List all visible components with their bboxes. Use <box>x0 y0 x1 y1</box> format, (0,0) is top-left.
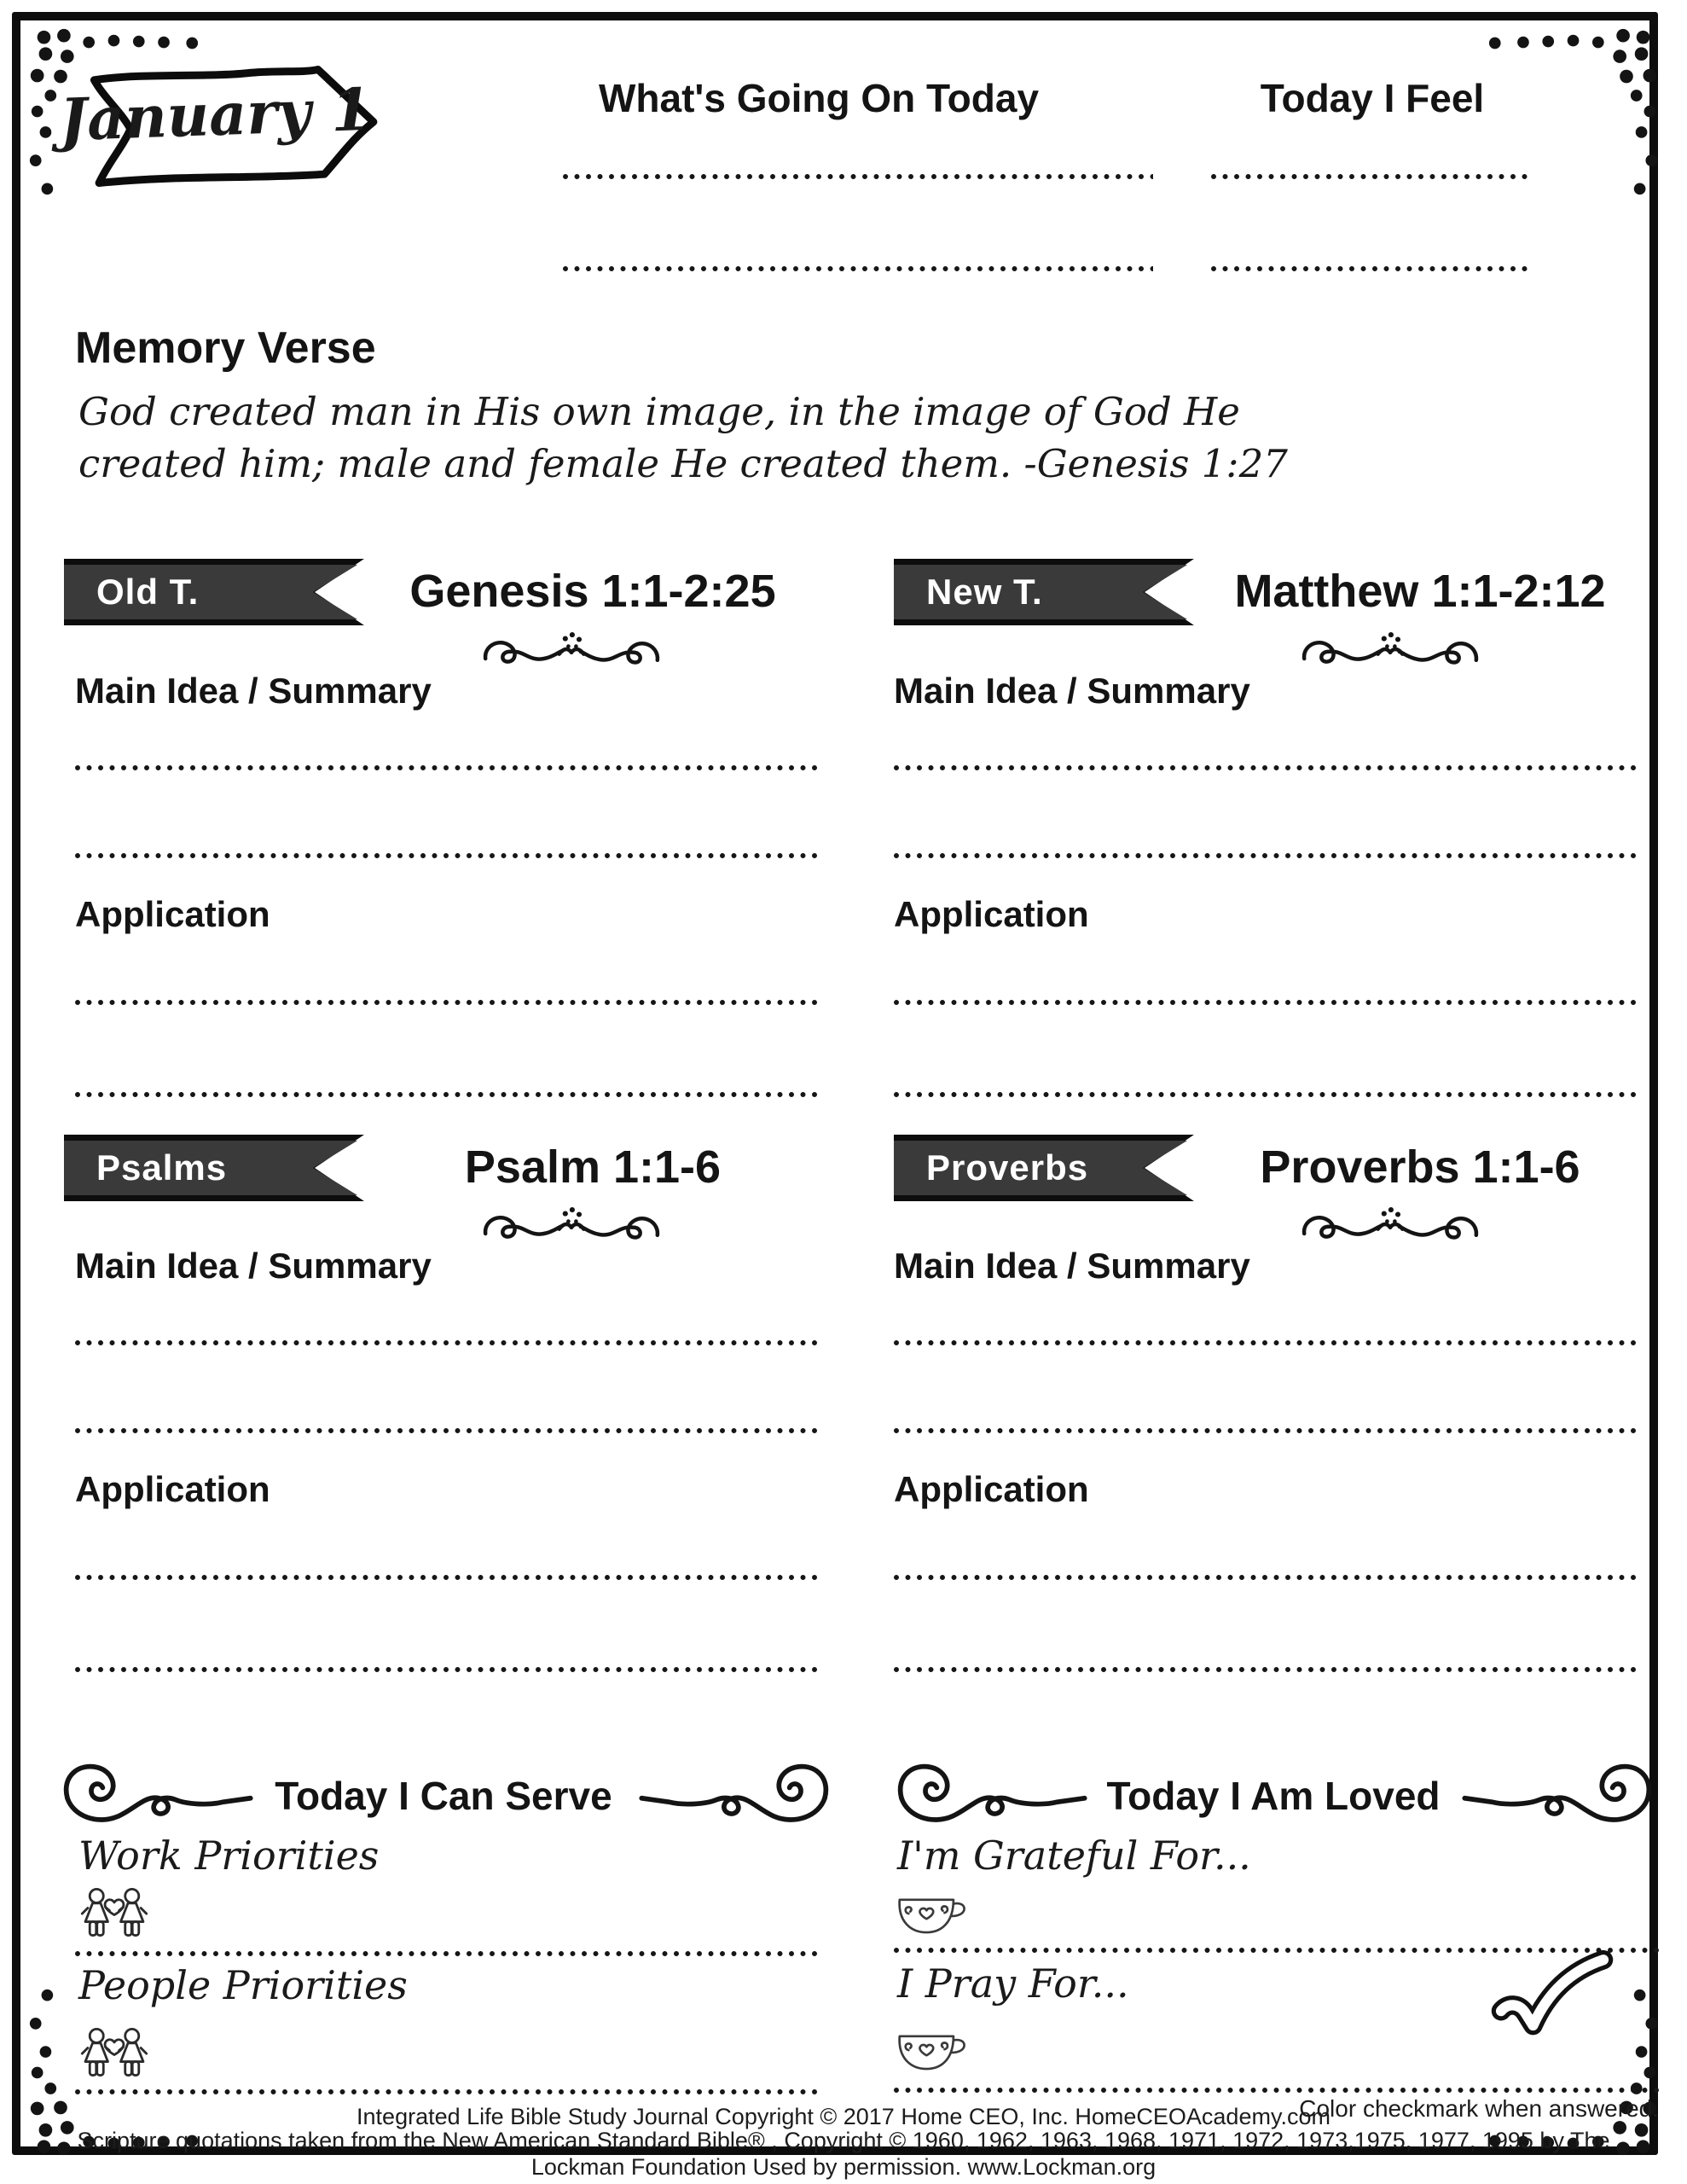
i-pray-for-label: I Pray For... <box>897 1960 1129 2007</box>
people-heart-icon <box>80 1887 148 1943</box>
curly-swirl-right-icon <box>629 1759 832 1834</box>
psalms-application-line-2[interactable] <box>75 1666 819 1673</box>
work-priorities-label: Work Priorities <box>78 1833 380 1879</box>
i-pray-for-line[interactable] <box>894 2087 1659 2094</box>
swirl-flourish-icon <box>1296 1203 1484 1249</box>
memory-verse-title: Memory Verse <box>75 323 376 373</box>
old-t-reference: Genesis 1:1-2:25 <box>409 566 776 617</box>
serve-title: Today I Can Serve <box>275 1774 612 1818</box>
people-priorities-line[interactable] <box>75 2088 823 2095</box>
psalms-main-idea-line-2[interactable] <box>75 1427 819 1434</box>
curly-swirl-right-icon <box>1452 1759 1655 1834</box>
old-t-application-line-1[interactable] <box>75 999 819 1006</box>
proverbs-reference: Proverbs 1:1-6 <box>1260 1141 1580 1193</box>
new-t-ribbon-label: New T. <box>926 572 1043 612</box>
proverbs-ribbon-label: Proverbs <box>926 1147 1089 1188</box>
proverbs-main-idea-label: Main Idea / Summary <box>894 1246 1250 1286</box>
psalms-application-label: Application <box>75 1469 270 1509</box>
whats-going-on-line-1[interactable] <box>563 173 1153 180</box>
today-i-feel-title: Today I Feel <box>1260 76 1485 120</box>
footer-copyright: Integrated Life Bible Study Journal Copyright © 2017 Home CEO, Inc. HomeCEOAcademy.com <box>357 2104 1330 2129</box>
curly-swirl-left-icon <box>894 1759 1097 1834</box>
loved-title: Today I Am Loved <box>1106 1774 1441 1818</box>
today-i-feel-line-1[interactable] <box>1211 173 1533 180</box>
grateful-for-label: I'm Grateful For... <box>897 1833 1251 1879</box>
memory-verse-text: God created man in His own image, in the image of God He created him; male and female He created them. -Genesis 1:27 <box>78 389 1288 486</box>
old-t-ribbon <box>64 559 364 625</box>
psalms-main-idea-label: Main Idea / Summary <box>75 1246 432 1286</box>
proverbs-application-line-1[interactable] <box>894 1574 1638 1581</box>
new-t-main-idea-label: Main Idea / Summary <box>894 671 1250 711</box>
old-t-ribbon-label: Old T. <box>96 572 200 612</box>
new-t-application-line-2[interactable] <box>894 1091 1638 1098</box>
whats-going-on-title: What's Going On Today <box>598 76 1040 120</box>
psalms-main-idea-line-1[interactable] <box>75 1339 819 1346</box>
people-priorities-label: People Priorities <box>78 1962 408 2008</box>
swirl-flourish-icon <box>478 628 665 674</box>
new-t-application-label: Application <box>894 894 1089 934</box>
teacup-heart-icon <box>896 2025 971 2078</box>
proverbs-application-line-2[interactable] <box>894 1666 1638 1673</box>
psalms-reference: Psalm 1:1-6 <box>464 1141 722 1193</box>
date-label: January 1 <box>58 75 373 155</box>
old-t-main-idea-label: Main Idea / Summary <box>75 671 432 711</box>
footer-scripture-note: Scripture quotations taken from the New American Standard Bible® , Copyright © 1960, 1962, 1963, 1968, 1971, 1972, 1973,1975, 1977, 1995 by The Lockman Foundation Used by permission. www.Lockman.org <box>77 2128 1610 2180</box>
psalms-application-line-1[interactable] <box>75 1574 819 1581</box>
new-t-main-idea-line-1[interactable] <box>894 764 1638 771</box>
work-priorities-line[interactable] <box>75 1950 823 1957</box>
people-heart-icon <box>80 2027 148 2083</box>
new-t-main-idea-line-2[interactable] <box>894 852 1638 859</box>
new-t-application-line-1[interactable] <box>894 999 1638 1006</box>
curly-swirl-left-icon <box>60 1759 263 1834</box>
psalms-ribbon <box>64 1135 364 1201</box>
swirl-flourish-icon <box>1296 628 1484 674</box>
today-i-feel-line-2[interactable] <box>1211 265 1533 272</box>
answered-checkmark-icon[interactable] <box>1488 1949 1616 2053</box>
new-t-reference: Matthew 1:1-2:12 <box>1234 566 1606 617</box>
teacup-heart-icon <box>896 1889 971 1942</box>
psalms-ribbon-label: Psalms <box>96 1147 228 1188</box>
old-t-main-idea-line-2[interactable] <box>75 852 819 859</box>
old-t-application-label: Application <box>75 894 270 934</box>
proverbs-main-idea-line-2[interactable] <box>894 1427 1638 1434</box>
old-t-main-idea-line-1[interactable] <box>75 764 819 771</box>
proverbs-application-label: Application <box>894 1469 1089 1509</box>
new-t-ribbon <box>894 559 1194 625</box>
proverbs-main-idea-line-1[interactable] <box>894 1339 1638 1346</box>
swirl-flourish-icon <box>478 1203 665 1249</box>
checkmark-note: Color checkmark when answered. <box>1299 2095 1659 2122</box>
old-t-application-line-2[interactable] <box>75 1091 819 1098</box>
whats-going-on-line-2[interactable] <box>563 265 1153 272</box>
proverbs-ribbon <box>894 1135 1194 1201</box>
